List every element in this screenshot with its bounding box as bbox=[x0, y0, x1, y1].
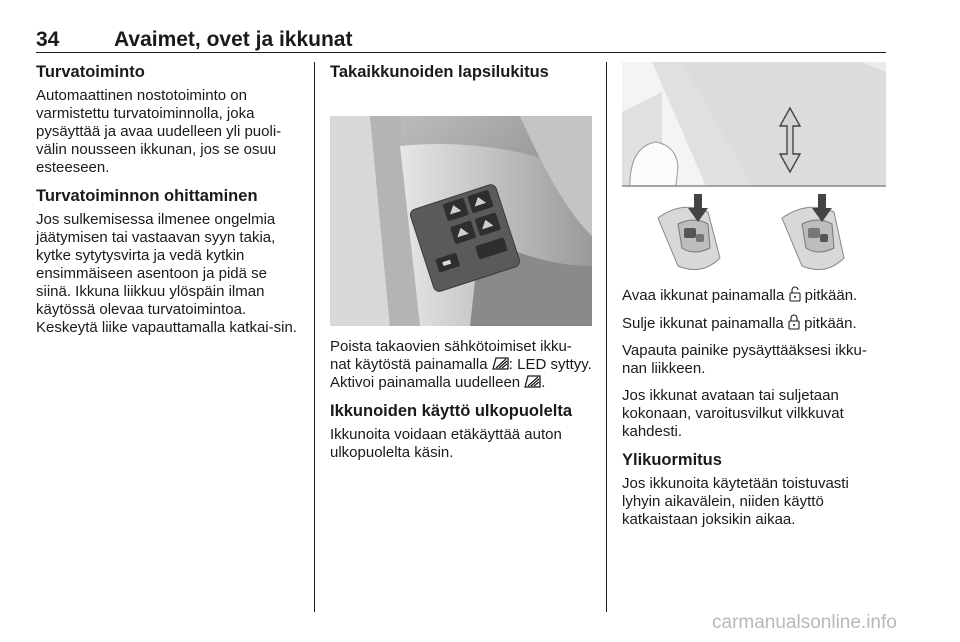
door-switch-illustration bbox=[330, 116, 592, 326]
column-2 bbox=[330, 62, 592, 471]
paragraph-close-windows bbox=[622, 314, 886, 333]
child-lock-window-icon bbox=[492, 356, 509, 371]
watermark: carmanualsonline.info bbox=[712, 612, 897, 633]
door-switch-photo bbox=[330, 116, 592, 326]
paragraph-override: Jos sulkemisessa ilmenee ongelmia jäätymisen tai vastaavan syyn takia, kytke sytytysvirta ja vedä kytkin ensimmäiseen asentoon ja pidä se siinä. Ikkuna liikkuu ylöspäin ilman käytössä olevaa turvatoimintoa. Keskeytä liike vapauttamalla katkai-sin. bbox=[36, 211, 297, 336]
open-text-2: pitkään. bbox=[804, 287, 858, 304]
padlock-closed-icon bbox=[788, 314, 800, 330]
heading-remote-operation: Ikkunoiden käyttö ulkopuolelta bbox=[330, 402, 573, 420]
page-number: 34 bbox=[36, 28, 60, 51]
column-3 bbox=[622, 62, 886, 538]
page-header bbox=[36, 28, 886, 54]
padlock-open-icon bbox=[789, 286, 801, 302]
column-divider-1 bbox=[314, 62, 315, 612]
paragraph-open-windows bbox=[622, 286, 886, 305]
window-and-key-drawing bbox=[622, 62, 886, 272]
column-divider-2 bbox=[606, 62, 607, 612]
heading-turvatoiminto: Turvatoiminto bbox=[36, 63, 145, 81]
heading-overload: Ylikuormitus bbox=[622, 451, 722, 469]
child-lock-text-1: Poista takaovien sähkötoimiset ikku-nat käytöstä painamalla bbox=[330, 338, 572, 373]
paragraph-overload: Jos ikkunoita käytetään toistuvasti lyhyin aikavälein, niiden käyttö katkaistaan joksikin aikaa. bbox=[622, 475, 849, 528]
paragraph-safety-function: Automaattinen nostotoiminto on varmistettu turvatoiminnolla, joka pysäyttää ja avaa uudelleen yli puoli-välin nousseen ikkunan, jos se osuu esteeseen. bbox=[36, 87, 282, 176]
key-remote-illustration bbox=[622, 62, 886, 272]
open-text-1: Avaa ikkunat painamalla bbox=[622, 287, 785, 304]
heading-child-lock: Takaikkunoiden lapsilukitus bbox=[330, 63, 549, 81]
paragraph-hazard-flash: Jos ikkunat avataan tai suljetaan kokonaan, varoitusvilkut vilkkuvat kahdesti. bbox=[622, 387, 844, 440]
paragraph-remote-operation: Ikkunoita voidaan etäkäyttää auton ulkopuolelta käsin. bbox=[330, 426, 562, 461]
close-text-1: Sulje ikkunat painamalla bbox=[622, 315, 784, 332]
column-1 bbox=[36, 62, 298, 346]
heading-override: Turvatoiminnon ohittaminen bbox=[36, 187, 258, 205]
child-lock-text-2: : LED syttyy. Aktivoi painamalla uudelleen bbox=[330, 356, 592, 391]
header-rule bbox=[36, 52, 886, 53]
paragraph-child-lock bbox=[330, 338, 592, 392]
child-lock-text-3: . bbox=[541, 374, 546, 391]
close-text-2: pitkään. bbox=[804, 315, 857, 332]
child-lock-window-icon bbox=[524, 374, 541, 389]
page-title: Avaimet, ovet ja ikkunat bbox=[114, 28, 353, 51]
paragraph-release-button: Vapauta painike pysäyttääksesi ikku-nan liikkeen. bbox=[622, 342, 867, 377]
